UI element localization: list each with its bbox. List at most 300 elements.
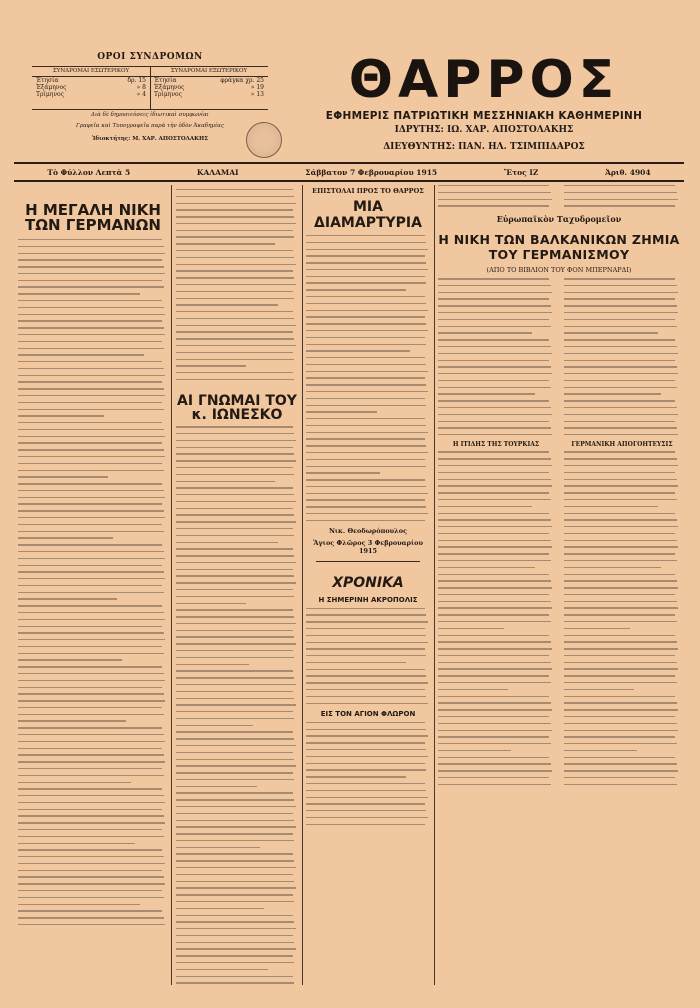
text-line bbox=[18, 395, 165, 396]
text-line bbox=[438, 465, 552, 466]
subheading: Η ΙΤΙΔΗΣ ΤΗΣ ΤΟΥΡΚΙΑΣ bbox=[452, 441, 540, 449]
text-line bbox=[564, 366, 677, 367]
subs-foreign-header: ΣΥΝΔΡΟΜΑΙ ΕΞΩΤΕΡΙΚΟΥ bbox=[150, 67, 268, 77]
text-line bbox=[18, 592, 164, 593]
text-line bbox=[18, 924, 165, 925]
text-line bbox=[564, 278, 675, 279]
text-line bbox=[18, 490, 164, 491]
newspaper-page bbox=[14, 22, 684, 994]
text-line bbox=[564, 465, 678, 466]
text-line bbox=[438, 513, 549, 514]
text-line bbox=[18, 768, 162, 769]
subs-domestic bbox=[32, 67, 151, 109]
text-line bbox=[564, 580, 677, 581]
director-line: ΔΙΕΥΘΥΝΤΗΣ: ΠΑΝ. ΗΛ. ΤΣΙΜΠΙΔΑΡΟΣ bbox=[383, 142, 585, 152]
text-line bbox=[306, 648, 425, 649]
text-line bbox=[176, 277, 294, 278]
text-line bbox=[176, 881, 294, 882]
text-line bbox=[306, 344, 426, 345]
text-line bbox=[438, 366, 551, 367]
text-line bbox=[176, 962, 294, 963]
article-body bbox=[438, 185, 680, 212]
subs-label: Τρίμηνος bbox=[154, 91, 182, 98]
text-line bbox=[438, 192, 551, 193]
text-line bbox=[564, 472, 675, 473]
text-line bbox=[18, 782, 131, 783]
subs-value: » 4 bbox=[136, 91, 146, 98]
text-line bbox=[306, 783, 425, 784]
text-line bbox=[438, 526, 552, 527]
text-line bbox=[306, 486, 426, 487]
text-line bbox=[306, 323, 426, 324]
text-line bbox=[176, 264, 296, 265]
text-line bbox=[176, 562, 296, 563]
column-divider bbox=[434, 185, 435, 985]
text-line bbox=[564, 668, 678, 669]
text-line bbox=[564, 519, 677, 520]
text-line bbox=[438, 662, 551, 663]
text-line bbox=[564, 499, 677, 500]
text-line bbox=[564, 434, 678, 435]
column-divider bbox=[171, 185, 172, 985]
text-line bbox=[564, 614, 675, 615]
text-line bbox=[18, 727, 162, 728]
text-line bbox=[18, 863, 165, 864]
text-line bbox=[176, 643, 296, 644]
text-line bbox=[18, 422, 162, 423]
text-line bbox=[564, 199, 678, 200]
text-line bbox=[176, 915, 293, 916]
text-line bbox=[176, 670, 293, 671]
text-line bbox=[306, 242, 426, 243]
text-line bbox=[438, 400, 549, 401]
text-line bbox=[564, 285, 677, 286]
text-line bbox=[564, 553, 675, 554]
article-heading: Η ΝΙΚΗ ΤΩΝ ΒΑΛΚΑΝΙΚΩΝ ΖΗΜΙΑ ΤΟΥ ΓΕΡΜΑΝΙΣΜΟΥ bbox=[438, 232, 680, 263]
text-line bbox=[18, 253, 165, 254]
text-line bbox=[176, 359, 294, 360]
subs-row bbox=[32, 77, 150, 84]
text-line bbox=[306, 506, 426, 507]
text-line bbox=[438, 312, 552, 313]
text-line bbox=[306, 655, 426, 656]
subs-label: Τρίμηνος bbox=[36, 91, 64, 98]
subs-row bbox=[32, 91, 150, 98]
text-line bbox=[176, 433, 294, 434]
text-line bbox=[306, 513, 428, 514]
text-line bbox=[18, 314, 165, 315]
text-line bbox=[564, 292, 678, 293]
text-line bbox=[438, 387, 551, 388]
text-line bbox=[306, 405, 426, 406]
text-line bbox=[176, 379, 294, 380]
text-line bbox=[306, 722, 425, 723]
text-line bbox=[18, 890, 162, 891]
text-line bbox=[176, 338, 294, 339]
text-line bbox=[18, 544, 162, 545]
text-line bbox=[438, 702, 551, 703]
text-line bbox=[438, 607, 552, 608]
text-line bbox=[18, 910, 162, 911]
text-line bbox=[564, 628, 630, 629]
text-line bbox=[306, 520, 425, 521]
subs-label: Ἐτησία bbox=[36, 77, 59, 84]
text-line bbox=[176, 921, 294, 922]
text-line bbox=[564, 513, 675, 514]
text-line bbox=[306, 276, 425, 277]
subs-value: » 8 bbox=[136, 84, 146, 91]
text-line bbox=[18, 795, 164, 796]
text-line bbox=[176, 447, 293, 448]
text-line bbox=[176, 196, 294, 197]
text-line bbox=[176, 352, 293, 353]
issue-date: Σάββατον 7 Φεβρουαρίου 1915 bbox=[305, 167, 438, 177]
text-line bbox=[438, 567, 535, 568]
text-line bbox=[306, 398, 425, 399]
text-line bbox=[176, 786, 257, 787]
text-line bbox=[18, 320, 162, 321]
divider bbox=[316, 561, 420, 562]
text-line bbox=[18, 883, 165, 884]
text-line bbox=[438, 668, 552, 669]
text-line bbox=[438, 546, 552, 547]
text-line bbox=[564, 770, 678, 771]
text-line bbox=[18, 300, 162, 301]
text-line bbox=[18, 680, 165, 681]
text-line bbox=[438, 421, 549, 422]
text-line bbox=[176, 792, 293, 793]
text-line bbox=[564, 479, 677, 480]
text-line bbox=[306, 682, 428, 683]
columns bbox=[14, 185, 684, 985]
text-line bbox=[18, 605, 162, 606]
text-line bbox=[176, 331, 293, 332]
text-line bbox=[176, 189, 293, 190]
text-line bbox=[438, 346, 551, 347]
text-line bbox=[564, 526, 678, 527]
text-line bbox=[18, 775, 164, 776]
text-line bbox=[176, 860, 294, 861]
text-line bbox=[176, 731, 293, 732]
text-line bbox=[438, 380, 549, 381]
text-line bbox=[438, 641, 551, 642]
text-line bbox=[438, 434, 552, 435]
seal-icon bbox=[246, 122, 282, 158]
text-line bbox=[18, 666, 162, 667]
text-line bbox=[438, 332, 532, 333]
text-line bbox=[564, 506, 658, 507]
text-line bbox=[564, 451, 675, 452]
text-line bbox=[176, 257, 294, 258]
text-line bbox=[306, 675, 426, 676]
text-line bbox=[564, 675, 675, 676]
text-line bbox=[18, 436, 165, 437]
text-line bbox=[306, 810, 426, 811]
text-line bbox=[176, 982, 294, 983]
text-line bbox=[306, 776, 406, 777]
text-line bbox=[438, 560, 551, 561]
text-line bbox=[18, 510, 164, 511]
text-line bbox=[176, 684, 296, 685]
text-line bbox=[176, 691, 293, 692]
text-line bbox=[564, 353, 678, 354]
text-line bbox=[564, 648, 678, 649]
text-line bbox=[438, 628, 504, 629]
article-kicker: Εὐρωπαϊκὸν Ταχυδρομεῖον bbox=[496, 214, 622, 225]
text-line bbox=[564, 750, 637, 751]
text-line bbox=[438, 278, 549, 279]
text-line bbox=[18, 720, 126, 721]
text-line bbox=[564, 743, 677, 744]
text-line bbox=[564, 485, 678, 486]
subheading: ΕΙΣ ΤΟΝ ΑΓΙΟΝ ΦΛΩΡΟΝ bbox=[320, 709, 416, 718]
text-line bbox=[176, 853, 293, 854]
text-line bbox=[176, 725, 253, 726]
text-line bbox=[306, 371, 428, 372]
text-line bbox=[306, 635, 426, 636]
text-line bbox=[18, 558, 165, 559]
article-body bbox=[306, 608, 430, 704]
text-line bbox=[176, 630, 293, 631]
text-line bbox=[564, 458, 677, 459]
text-line bbox=[564, 601, 677, 602]
text-line bbox=[176, 345, 296, 346]
text-line bbox=[176, 901, 294, 902]
text-line bbox=[438, 784, 551, 785]
text-line bbox=[176, 887, 296, 888]
text-line bbox=[306, 235, 425, 236]
article-body bbox=[438, 278, 680, 790]
text-line bbox=[176, 460, 296, 461]
text-line bbox=[18, 361, 162, 362]
text-line bbox=[18, 917, 164, 918]
text-line bbox=[306, 316, 425, 317]
text-line bbox=[176, 820, 294, 821]
text-line bbox=[176, 270, 293, 271]
text-line bbox=[438, 414, 552, 415]
text-line bbox=[18, 700, 165, 701]
text-line bbox=[18, 348, 164, 349]
text-line bbox=[438, 519, 551, 520]
text-line bbox=[564, 763, 677, 764]
article-heading: ΑΙ ΓΝΩΜΑΙ ΤΟΥ κ. ΙΩΝΕΣΚΟ bbox=[177, 393, 297, 424]
text-line bbox=[176, 555, 294, 556]
text-line bbox=[18, 517, 165, 518]
text-line bbox=[306, 255, 425, 256]
text-line bbox=[18, 327, 164, 328]
text-line bbox=[306, 817, 428, 818]
text-line bbox=[176, 535, 294, 536]
text-line bbox=[18, 748, 162, 749]
text-line bbox=[18, 856, 164, 857]
text-line bbox=[564, 414, 678, 415]
text-line bbox=[438, 763, 551, 764]
text-line bbox=[306, 499, 425, 500]
text-line bbox=[438, 736, 549, 737]
text-line bbox=[176, 325, 296, 326]
text-line bbox=[306, 769, 426, 770]
text-line bbox=[176, 935, 293, 936]
text-line bbox=[176, 596, 294, 597]
subs-value: δρ. 15 bbox=[127, 77, 146, 84]
text-line bbox=[18, 741, 165, 742]
subs-label: Ἑξάμηνος bbox=[36, 84, 67, 91]
text-line bbox=[438, 205, 549, 206]
article-body bbox=[18, 239, 168, 925]
text-line bbox=[564, 360, 675, 361]
text-line bbox=[564, 346, 677, 347]
text-line bbox=[438, 407, 551, 408]
text-line bbox=[18, 381, 162, 382]
text-line bbox=[176, 474, 294, 475]
text-line bbox=[306, 296, 425, 297]
text-line bbox=[438, 750, 511, 751]
text-line bbox=[438, 723, 551, 724]
text-line bbox=[438, 506, 532, 507]
text-line bbox=[18, 693, 164, 694]
text-line bbox=[176, 487, 293, 488]
text-line bbox=[306, 614, 426, 615]
text-line bbox=[176, 569, 293, 570]
text-line bbox=[18, 619, 165, 620]
text-line bbox=[176, 528, 293, 529]
text-line bbox=[306, 411, 377, 412]
text-line bbox=[18, 388, 164, 389]
text-line bbox=[438, 594, 549, 595]
text-line bbox=[306, 391, 428, 392]
text-line bbox=[306, 432, 428, 433]
text-line bbox=[18, 598, 117, 599]
text-line bbox=[306, 703, 428, 704]
text-line bbox=[176, 453, 294, 454]
column-divider bbox=[302, 185, 303, 985]
text-line bbox=[18, 259, 162, 260]
text-line bbox=[18, 266, 164, 267]
text-line bbox=[564, 723, 677, 724]
text-line bbox=[306, 472, 380, 473]
text-line bbox=[564, 400, 675, 401]
text-line bbox=[18, 456, 165, 457]
text-line bbox=[18, 626, 162, 627]
subs-row bbox=[150, 84, 268, 91]
text-line bbox=[306, 262, 426, 263]
text-line bbox=[564, 621, 677, 622]
subs-note: Διὰ δὲ δημοσιεύσεις ἰδιωτικαὶ συμφωνίαι bbox=[91, 112, 209, 118]
text-line bbox=[176, 813, 293, 814]
text-line bbox=[176, 603, 246, 604]
text-line bbox=[176, 514, 294, 515]
text-line bbox=[306, 350, 410, 351]
text-line bbox=[564, 702, 677, 703]
text-line bbox=[176, 426, 293, 427]
text-line bbox=[564, 777, 675, 778]
text-line bbox=[176, 230, 293, 231]
subheading: Η ΣΗΜΕΡΙΝΗ ΑΚΡΟΠΟΛΙΣ bbox=[318, 595, 418, 604]
text-line bbox=[18, 402, 162, 403]
article-signoff-place: Ἅγιος Φλῶρος 3 Φεβρουαρίου 1915 bbox=[313, 538, 423, 555]
article-body bbox=[306, 722, 430, 825]
text-line bbox=[176, 291, 293, 292]
text-line bbox=[176, 942, 294, 943]
text-line bbox=[18, 843, 135, 844]
newspaper-title: ΘΑΡΡΟΣ bbox=[348, 50, 620, 110]
article-body bbox=[306, 235, 430, 521]
article-kicker: ΕΠΙΣΤΟΛΑΙ ΠΡΟΣ ΤΟ ΘΑΡΡΟΣ bbox=[312, 187, 424, 195]
subs-label: Ἐτησία bbox=[154, 77, 177, 84]
text-line bbox=[176, 250, 293, 251]
column-3 bbox=[306, 185, 430, 985]
text-line bbox=[18, 537, 113, 538]
text-line bbox=[176, 494, 294, 495]
text-line bbox=[306, 310, 428, 311]
text-line bbox=[306, 742, 425, 743]
text-line bbox=[564, 533, 675, 534]
text-line bbox=[438, 393, 535, 394]
text-line bbox=[176, 799, 294, 800]
text-line bbox=[176, 948, 296, 949]
text-line bbox=[176, 698, 294, 699]
text-line bbox=[18, 707, 162, 708]
article-source: (ΑΠΟ ΤΟ ΒΙΒΛΙΟΝ ΤΟΥ ΦΟΝ ΜΠΕΡΝΑΡΔΙ) bbox=[486, 266, 632, 275]
text-line bbox=[564, 185, 675, 186]
text-line bbox=[564, 305, 677, 306]
newspaper-tagline: ΕΦΗΜΕΡΙΣ ΠΑΤΡΙΩΤΙΚΗ ΜΕΣΣΗΝΙΑΚΗ ΚΑΘΗΜΕΡΙΝΗ bbox=[325, 110, 643, 122]
text-line bbox=[306, 669, 425, 670]
text-line bbox=[18, 571, 164, 572]
text-line bbox=[438, 533, 549, 534]
text-line bbox=[306, 445, 426, 446]
text-line bbox=[438, 743, 551, 744]
text-line bbox=[564, 540, 677, 541]
text-line bbox=[564, 716, 675, 717]
text-line bbox=[176, 650, 293, 651]
issue-number: Ἀριθ. 4904 bbox=[605, 167, 651, 177]
text-line bbox=[564, 757, 675, 758]
text-line bbox=[18, 687, 162, 688]
text-line bbox=[18, 524, 162, 525]
text-line bbox=[564, 319, 675, 320]
text-line bbox=[438, 587, 552, 588]
column-2 bbox=[176, 185, 298, 985]
text-line bbox=[564, 560, 677, 561]
text-line bbox=[18, 307, 164, 308]
text-line bbox=[18, 239, 162, 240]
text-line bbox=[438, 655, 549, 656]
subs-row bbox=[150, 77, 268, 84]
text-line bbox=[176, 521, 296, 522]
text-line bbox=[438, 285, 551, 286]
text-line bbox=[176, 582, 296, 583]
text-line bbox=[306, 628, 425, 629]
text-line bbox=[176, 508, 293, 509]
text-line bbox=[438, 472, 549, 473]
article-heading: ΜΙΑ ΔΙΑΜΑΡΤΥΡΙΑ bbox=[314, 199, 422, 231]
text-line bbox=[18, 802, 165, 803]
subscriptions-table bbox=[32, 66, 268, 110]
text-line bbox=[564, 736, 675, 737]
article-body bbox=[176, 189, 298, 380]
text-line bbox=[564, 587, 678, 588]
subs-value: φράγκα χρ. 25 bbox=[220, 77, 264, 84]
text-line bbox=[564, 387, 677, 388]
text-line bbox=[306, 357, 425, 358]
text-line bbox=[438, 770, 552, 771]
text-line bbox=[438, 574, 549, 575]
text-line bbox=[438, 353, 552, 354]
text-line bbox=[18, 409, 164, 410]
text-line bbox=[18, 415, 104, 416]
text-line bbox=[176, 874, 293, 875]
